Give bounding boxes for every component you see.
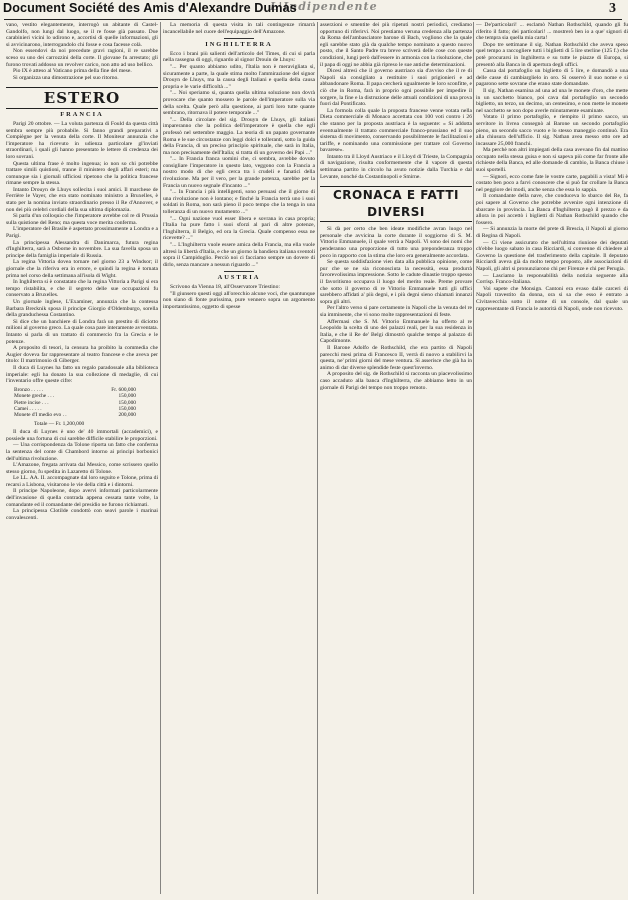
paragraph: La formola colla quale la proposta francese venne votata nella Dieta commerciale di Monaco accettata con 100 voti contro i 26 che stanno per la proposta austriaca è la seguente: « Si addotta eventualmente il trattato commerciale franco-prussiano ed il suo sistema di movimento, conservando possibilmente le facilitazioni e tariffe, e nominando una commissione per trattare col Governo bavarese».	[320, 107, 472, 154]
paragraph: Il sig. Nathan esamina ad una ad una le monete d'oro, che mette in un sacchetto bianco, poi cava dal portafoglio un secondo biglietto, un terzo, un decimo, un centesimo, e non mette le monete nel sacchetto se non dopo averle minutamente esaminate.	[476, 87, 628, 114]
paragraph: Parigi 20 ottobre. — La voluta partenza di Fould da questa città sembra sempre più probabile. Si fanno grandi preparativi a Compiègne per la venuta della corte. Il Moniteur annunzia che l'imperatore ha ricevuto in udienza particolare gl'inviati straordinari, i quali gli hanno presentato le lettere di credenza dei loro sovrani.	[6, 120, 158, 160]
paragraph: Per l'altro verso si pare certamente in Napoli che la venuta del re sia imminente, che vi sono molte rappresentazioni di feste.	[320, 305, 472, 318]
table-key: Monete d'I medio evo . .	[14, 412, 67, 419]
paragraph: Affermasi che S. M. Vittorio Emmanuele ha offerto al re Leopoldo la scelta di uno dei palazzi reali, per la sua residenza in Italia, e che il Re de' Belgi dimostrò qualche tempo al palazzo di Capodimonte.	[320, 318, 472, 345]
paragraph: Cassa dal portafoglio un biglietto di 5 lire, e domandò a una delle casse di cambiarglielo in oro. Si osservò il suo nome e si pagarono sette sovrane che erano state domandate.	[476, 68, 628, 88]
table-value: 150,000	[118, 405, 136, 412]
column-2	[163, 22, 315, 894]
paragraph: — Ci viene assicurato che nell'ultima riunione dei deputati ch'ebbe luogo sabato in casa Ricciardi, si convenne di chiedere al Governo la questione del trasferimento della capitale. Il deputato Ricciardi aveva già da molto tempo proposto, alle associazioni di Napoli, gli altri si pronunziarono chi per Firenze e chi per Perugia.	[476, 239, 628, 272]
table-value: 200,000	[118, 412, 136, 419]
section-title-cronaca: CRONACA E FATTI DIVERSI	[320, 186, 472, 222]
paragraph: "... In Francia franca uomini che, ci sembra, avrebbe dovuto consigliare l'imperatore in questo lato, veggono con la Francia a nostro modo di che egli cerca tra i crudeli e fanatici della rivoluzione. Ma per il vero, per la grande potenza, sarebbe per la Francia un nuovo segnale d'incanto ..."	[163, 156, 315, 189]
paragraph: "Il giunsero questi oggi all'orecchio alcune voci, che quantunque non siano di fonte purissima, pure vennero sopra un argomento importantissimo, oggetto di spesse	[163, 290, 315, 310]
paragraph: Non essendovi da noi precedute gravi ragioni, il re sarebbe sceso su uno dei carrozzini della corte. Il giovane fu arrestato; gli furono trovati addosso un revolver carico, non atto ad uso bellico.	[6, 48, 158, 68]
table-row	[14, 412, 158, 418]
section-subtitle-austria: AUSTRIA	[217, 274, 261, 282]
paragraph: La principessa Alessandra di Danimarca, futura regina d'Inghilterra, sarà a Osborne in novembre. La sua favella sposa un principe della famiglia imperiale di Russia.	[6, 239, 158, 259]
paragraph: Intanto tra il Lloyd Austriaco e il Lloyd di Trieste, la Compagnia di navigazione, risulta conformemente che il vapore di questa settimana partito in circolo ha avuto notizie dalla Turchia e dal Levante, nonché da Costantinopoli e Smirne.	[320, 153, 472, 180]
paragraph: "... Per quanto abbiamo udito, l'Italia non è meravigliata sì, sicuramente a parte, la quale stima molto l'ammirazione del signor Drouyn de Lhuys, ma la causa degli Italiani e quella della causa propria e le varie difficoltà ..."	[163, 63, 315, 90]
section-title-estero: ESTERO	[6, 87, 158, 109]
paragraph: asserzioni e smentite dei più ripetuti nostri periodici, crediamo opportuno di riferirvi. Noi prestiamo veruna credenza alla partenza da Roma dell'ambasciatore barone di Bach, vogliono che la quale egli sarebbe stato già da qualche tempo nominato a questo nuovo posto, che il Santo Padre tra breve scriverà delle cose con queste condizioni, lungi però dall'essere in armonia con la risoluzione, che il papa di oggi ne abbia già ripreso le sue antiche determinazioni.	[320, 22, 472, 68]
paragraph: Il comandante della nave, che conduceva lo sbarco del Re, fa poi sapere al Governo che potrebbe avvenire ogni intenzione di sbarcare in provincia. La Banca d'Inghilterra pagò il prezzo e da allora in poi accettò i biglietti di Nathan Rothschild quando che fossero.	[476, 193, 628, 226]
paragraph: Ecco i brani più salienti dell'articolo del Times, di cui si parla nella rassegna di oggi, riguardo al signor Drouin de Lhuys:	[163, 50, 315, 64]
paragraph: — Si annunzia la morte del prete di Brescia, il Napoli al giorno di Regina di Napoli.	[476, 226, 628, 239]
paragraph: "... Noi speriamo sì, quanta quella ultima soluzione non dovrà provocare che quanto mossero le parole dell'imperatore sulla via della scelta. Quale però alla questione, ai parti loro tutte quante sembrano, ritornava il potere temporale ..."	[163, 90, 315, 117]
paragraph: Il principe Napoleone, dopo avervi informati particolarmente dell'invasione di quella contrada appena cessata tante volte, la comandante ed il comandante del presidio ne furono richiamati.	[6, 488, 158, 508]
paragraph: — Signori, ecco come fate le vostre carte, pagabili a vista! Mi è costato ben poco a farvi conoscere che si può far crollare la Banca nel peggiore dei modi, anche senza che essa lo sappia.	[476, 173, 628, 193]
page-number: 3	[609, 1, 616, 16]
table-value: 150,000	[118, 399, 136, 406]
paragraph: Ma perchè non altri impiegati della casa avevano fin dal mattino occupato nella stessa guisa e non si sapeva più come far fronte alle richieste della Banca, ed alle domande di cambio, la Banca chiuse i suoi sportelli.	[476, 147, 628, 174]
paragraph: "... In Francia i più intelligenti, sono persuasi che il giorno di una rivoluzione non è lontano; e finché la Francia terrà uno i suoi soldati in Roma, non sarà pieno il poco tempo che la tenga in una tolleranza di un nuovo mutamento ..."	[163, 189, 315, 216]
paragraph: Intanto Drouyn de Lhuys sollecita i suoi amici. Il marchese de Ferrière le Vayer, che era stato nominato ministro a Bruxelles, è stato per la nomina inviato straordinario presso il Re d'Annover, e non dei più celebri cordiali della sua ultima diplomazia.	[6, 186, 158, 213]
paragraph: L'Amazone, fregata arrivata dal Messico, come scrissero quello stesso giorno, fu spedita in Lazaretto di Tolone.	[6, 462, 158, 475]
column-separator	[473, 22, 474, 894]
paragraph: L'imperatore del Brasile è aspettato prossimamente a Londra e a Parigi.	[6, 226, 158, 240]
paragraph: Pio IX è atteso al Vaticano prima della fine del mese.	[13, 68, 132, 75]
paragraph: Le LL. AA. II. accompagnate dal loro seguito e Tolone, prima di recarsi a Lisbona, visitarono le vie della città e i dintorni.	[6, 475, 158, 488]
table-key: Bronzo . . . . .	[14, 386, 44, 393]
paragraph: Si parla d'un colloquio che l'imperatore avrebbe col re di Prussia sulla quistione del Reno; ma questa voce merita conferma.	[6, 213, 158, 226]
paragraph: La principessa Clotilde condottò con seavi parole i marinai convalescenti.	[6, 508, 158, 521]
francia-articles	[6, 121, 158, 385]
paragraph: A proposito del sig. de Rothschild si racconta un piacevolissimo caso accaduto alla banca d'Inghilterra, che abbiamo letto in un giornale di Parigi del tempo non troppo remoto.	[320, 371, 472, 391]
paragraph: La regina Vittoria dovea tornare nel giorno 23 a Windsor; il giornale che la riferiva era in errore, e quindi la regina è tornata prima nel corso della settimana all'isola di Wight.	[6, 259, 158, 279]
paragraph: Il Barone Adolfo de Rothschild, che era partito di Napoli parecchi mesi prima di Francesco II, verrà di nuovo a stabilirvi la questa, ne' primi giorni del mese ventura. Si asserisce che già ha in animo di dar diverse splendide feste quest'inverno.	[320, 344, 472, 371]
paragraph: Scrivono da Vienna 18, all'Osservatore Triestino:	[170, 283, 280, 290]
paragraph: Si dice che un banchiere di Londra farà un prestito di diciotto milioni al governo greco. La quale cosa pare interamente avventata. Intanto si parla di un trattato di commercio fra la Grecia e le potenze.	[6, 318, 158, 345]
column-4	[476, 22, 628, 894]
paragraph: Voi sapete che Monsign. Cantoni era evaso dalle carceri di Napoli travestito da donna, ora si sa che esso è entrato a Civitavecchia sotto il nome di un console, dal quale un rappresentante di Francia le autorità di Napoli, onde non ricevuto.	[476, 285, 628, 312]
column-3	[320, 22, 472, 894]
paragraph: Dicesi altresì che il governo austriaco sia d'avviso che il re di Napoli sia consigliato a restituire i suoi prigionieri e ad abbandonare Roma. Il papa cercherà ugualmente le loro sconfitte, e ciò che in Roma, farà in proprio ogni possibile per impedire il sorgere, la fine e la distruzione delle attuali condizioni di una prova fuori dal Pontificato.	[320, 68, 472, 108]
paragraph: — De'particolari! ... esclamò Nathan Rothschild, quando gli fu riferito il fatto; dei particolari! ... mostrerò ben io a que' signori di che tempra sia quella mia carta!	[476, 22, 628, 42]
top-rule	[4, 19, 622, 20]
section-subtitle-francia: FRANCIA	[60, 111, 104, 119]
table-key: Monete greche . . .	[14, 393, 55, 400]
table-total: Totale — Fr. 1,200,000	[34, 420, 85, 427]
paragraph: — Lasciamo la responsabilità della notizia seguente alla Corrisp. Franco-Italiana.	[476, 272, 628, 286]
section-subtitle-inghilterra: INGHILTERRA	[205, 41, 273, 49]
paragraph: "... Della circolare del sig. Drouyn de Lhuys, gli italiani impareranno che la politica dell'imperatore è quella che egli professò nel settembre maggio. La teoria di un papato governante Roma e le sue circostanze con leggi dolci e tolleranti, sotto la guida della Francia, di un preciso principio spirituale, che sarà in Italia, ma non precisamente dell'Italia; si tratta di un governo dei Papi ..."	[163, 116, 315, 156]
paragraph: Il duca di Luynes ha fatto un regalo paradossale alla biblioteca imperiale: egli ha donato la sua collezione di medaglie, di cui l'inventario offre queste cifre:	[6, 364, 158, 385]
masthead: L'Indipendente	[270, 0, 378, 13]
column-separator	[317, 22, 318, 894]
col1-top	[6, 22, 158, 81]
table-value: 150,000	[118, 393, 136, 400]
table-key: Pietre incise . . .	[14, 399, 49, 406]
paragraph: Se questa soddisfazione vien data alla pubblica opinione, come pur che se ne sia riconosciuta la necessità, essa produrrà favorevolissima impressione. Sotto le cadute dinastie troppo spesso il favoritismo occupava il luogo del merito reale. Preme provare che sotto il governo di re Vittorio Emmanuele tutti gli uffici sarebbero affidati a' più degni, e i più degni sieno chiamati innanzi sopra gli altri.	[320, 259, 472, 305]
table-value: Fr. 600,000	[111, 386, 136, 393]
divider	[224, 38, 254, 39]
paragraph: Si dà per certo che ben ideate modifiche avran luogo nel personale che avvicina la corte durante il soggiorno di S. M. Vittorio Emmanuele, il quale verrà a Napoli. Vi sono dei nomi che penderanno una proporzione di tutto una preponderanza troppo poco in rapporto con la stima che loro era generalmente accordata.	[320, 226, 472, 259]
paragraph: Un giornale inglese, L'Examiner, annunzia che la contessa Barbara Brecknik sposa il principe Giorgio d'Oldemburgo, sorella della granduchessa Costantino.	[6, 298, 158, 319]
watermark: Document Société des Amis d'Alexandre Dumas	[3, 1, 297, 15]
paragraph: "... Ogni nazione vuol esser libera e sovrana in casa propria; l'Italia ha pure fatto i suoi sforzi al pari di altre potenze, l'Inghilterra, il Belgio, ed ora la Grecia. Quale compenso essa ne ricevette? ..."	[163, 215, 315, 242]
col1-bottom	[6, 429, 158, 521]
paragraph: vano, vestito elegantemente, interrogò un abitante di Castel-Gandolfo, non lungi dal luogo, se il re fosse già passato. Due carabinieri vicini lo udirono e, accortisi di quelle informazioni, gli si avvicinarono, interrogandolo chi fosse e cosa facesse colà.	[6, 22, 158, 48]
paragraph: Dopo tre settimane il sig. Nathan Rothschild che aveva speso quel tempo a raccogliere tutti i biglietti di 5 lire sterline (125 f.) che potè procurarsi in Inghilterra e su tutte le piazze di Europa, si presentò alla Banca in dì apertura degli uffici.	[476, 41, 628, 68]
table-key: Camei . . . . .	[14, 405, 42, 412]
paragraph: Votato il primo portafoglio, e riempito il primo sacco, un servitore in livrea consegnò al Barone un secondo portafoglio pieno, un secondo sacco vuoto e lo stesso maneggio continuò. Era alla chiusura dell'ufficio. Il sig. Nathan avea messo otto ore ad incassare 25,000 franchi.	[476, 114, 628, 147]
divider	[224, 271, 254, 272]
paragraph: Il duca di Luynes è uno de' 40 immortali (accademici), e possiede una fortuna di cui sarebbe difficile stabilire le proporzioni.	[6, 429, 158, 442]
paragraph: In Inghilterra si è constatato che la regina Vittoria a Parigi si era tempo ristabilita, e che il segreto delle sue occupazioni fu conservato a Bruxelles.	[6, 279, 158, 299]
paragraph: — Una corrispondenza da Tolone riporta un fatto che conferma la sentenza del conte di Chambord intorno ai principi borbonici dell'ultima rivoluzione.	[6, 442, 158, 462]
paragraph: Si organizza una dimostrazione pel suo ritorno.	[13, 74, 119, 81]
medals-table	[14, 387, 158, 427]
paragraph: "... L'Inghilterra vuole essere amica della Francia, ma ella vuole altresì la libertà d'Italia, e che un giorno la bandiera italiana sventoli sopra il Campidoglio. Perciò noi ci facciamo sempre un dovere di dirlo, senza mancare a nessun riguardo ..."	[163, 242, 315, 268]
paragraph: Questa ultima frase è molto ingenua; io non so chi potrebbe trattare simili quistioni, tranne il ministero degli affari esteri; ma comunque sia i giornali ufficiosi ripetono che la politica francese rimane sempre la stessa.	[6, 160, 158, 187]
column-1	[6, 22, 158, 894]
paragraph: La memoria di questa visita in tali contingenze rimarrà incancellabile nel cuore dell'equipaggio dell'Amazone.	[163, 22, 315, 35]
column-separator	[160, 22, 161, 894]
paragraph: A proposito di tesori, la censura ha proibito la commedia che Augier doveva far rappresentare al teatro francese e che aveva per titolo: Il matrimonio di Giberger.	[6, 345, 158, 365]
